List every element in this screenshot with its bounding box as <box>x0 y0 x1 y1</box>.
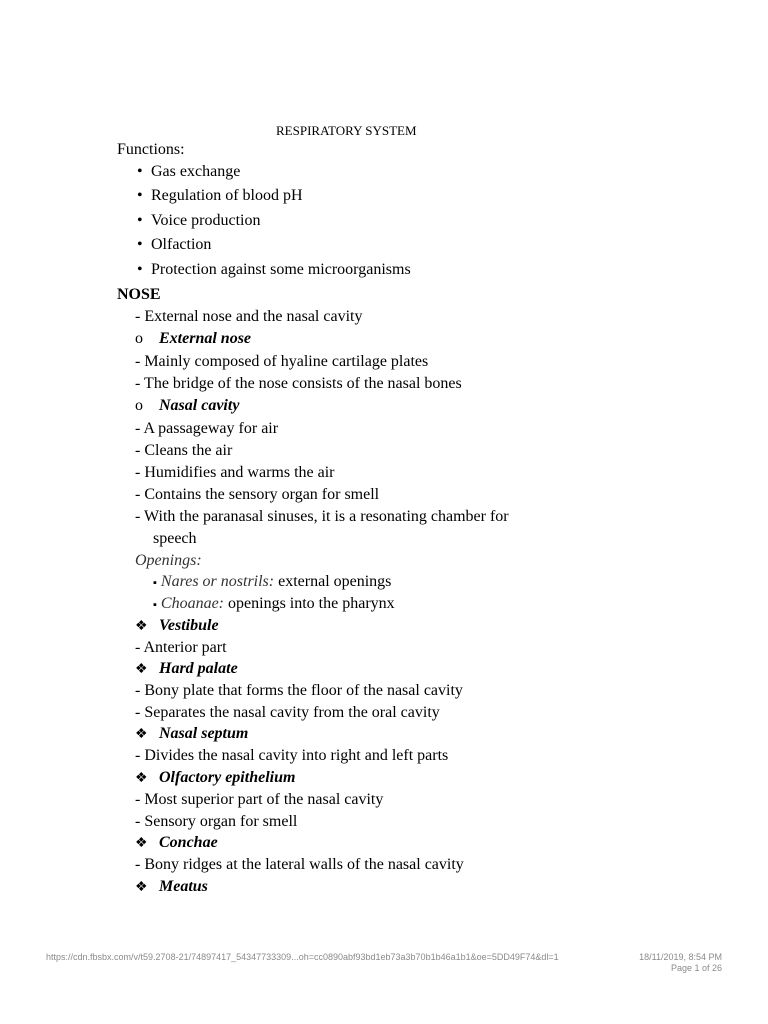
hard-palate-heading: Hard palate <box>159 660 238 677</box>
list-item <box>137 260 411 280</box>
function-text: Regulation of blood pH <box>151 187 303 204</box>
square-bullet-icon: ▪ <box>153 599 157 611</box>
document-title: RESPIRATORY SYSTEM <box>276 123 417 138</box>
diamond-bullet-icon: ❖ <box>135 662 148 677</box>
diamond-bullet-icon: ❖ <box>135 727 148 742</box>
text-line: - A passageway for air <box>135 420 279 437</box>
section-heading <box>135 768 295 789</box>
bullet-icon: • <box>137 236 143 253</box>
opening-desc: openings into the pharynx <box>228 595 395 612</box>
list-item <box>137 211 260 231</box>
circle-bullet-icon: o <box>135 397 143 414</box>
opening-term: Nares or nostrils: <box>160 573 275 590</box>
footer-datetime: 18/11/2019, 8:54 PM <box>639 952 722 962</box>
function-text: Voice production <box>151 212 261 229</box>
diamond-bullet-icon: ❖ <box>135 771 148 786</box>
text-line: - The bridge of the nose consists of the nasal bones <box>135 375 462 392</box>
diamond-bullet-icon: ❖ <box>135 619 148 634</box>
conchae-heading: Conchae <box>159 834 218 851</box>
nose-intro: - External nose and the nasal cavity <box>135 308 363 325</box>
text-line: speech <box>153 530 197 547</box>
bullet-icon: • <box>137 163 143 180</box>
nasal-cavity-heading: Nasal cavity <box>159 397 240 414</box>
list-item <box>137 235 211 255</box>
text-line: - Humidifies and warms the air <box>135 464 335 481</box>
function-text: Gas exchange <box>151 163 241 180</box>
list-item <box>153 594 395 615</box>
opening-term: Choanae: <box>160 595 225 612</box>
diamond-bullet-icon: ❖ <box>135 880 148 895</box>
nasal-septum-heading: Nasal septum <box>159 725 249 742</box>
subheading-nasal-cavity <box>135 396 239 416</box>
text-line: - Cleans the air <box>135 442 233 459</box>
section-heading <box>135 659 238 680</box>
text-line: - Sensory organ for smell <box>135 813 298 830</box>
opening-desc: external openings <box>278 573 392 590</box>
vestibule-heading: Vestibule <box>159 617 219 634</box>
footer-url: https://cdn.fbsbx.com/v/t59.2708-21/74897417_54347733309...oh=cc0890abf93bd1eb73a3b70b1b46a1b1&oe=5DD49F74&dl=1 <box>46 952 559 962</box>
function-text: Protection against some microorganisms <box>151 261 411 278</box>
openings-heading: Openings: <box>135 552 202 569</box>
text-line: - Bony ridges at the lateral walls of the nasal cavity <box>135 856 464 873</box>
text-line: - Anterior part <box>135 639 227 656</box>
meatus-heading: Meatus <box>159 878 208 895</box>
list-item <box>153 572 391 593</box>
text-line: - Contains the sensory organ for smell <box>135 486 380 503</box>
functions-heading: Functions: <box>117 141 185 158</box>
section-heading <box>135 877 208 898</box>
circle-bullet-icon: o <box>135 330 143 347</box>
list-item <box>137 162 240 182</box>
olfactory-epithelium-heading: Olfactory epithelium <box>159 769 296 786</box>
bullet-icon: • <box>137 187 143 204</box>
list-item <box>137 186 303 206</box>
text-line: - Bony plate that forms the floor of the nasal cavity <box>135 682 463 699</box>
nose-heading: NOSE <box>117 286 161 303</box>
section-heading <box>135 724 248 745</box>
text-line: - Most superior part of the nasal cavity <box>135 791 384 808</box>
function-text: Olfaction <box>151 236 212 253</box>
text-line: - Separates the nasal cavity from the oral cavity <box>135 704 440 721</box>
diamond-bullet-icon: ❖ <box>135 836 148 851</box>
text-line: - Mainly composed of hyaline cartilage plates <box>135 353 429 370</box>
bullet-icon: • <box>137 261 143 278</box>
bullet-icon: • <box>137 212 143 229</box>
footer-page-number: Page 1 of 26 <box>670 963 722 973</box>
external-nose-heading: External nose <box>159 330 252 347</box>
text-line: - With the paranasal sinuses, it is a resonating chamber for <box>135 508 509 525</box>
text-line: - Divides the nasal cavity into right and left parts <box>135 747 449 764</box>
square-bullet-icon: ▪ <box>153 577 157 589</box>
subheading-external-nose <box>135 329 251 349</box>
section-heading <box>135 833 218 854</box>
section-heading <box>135 616 219 637</box>
